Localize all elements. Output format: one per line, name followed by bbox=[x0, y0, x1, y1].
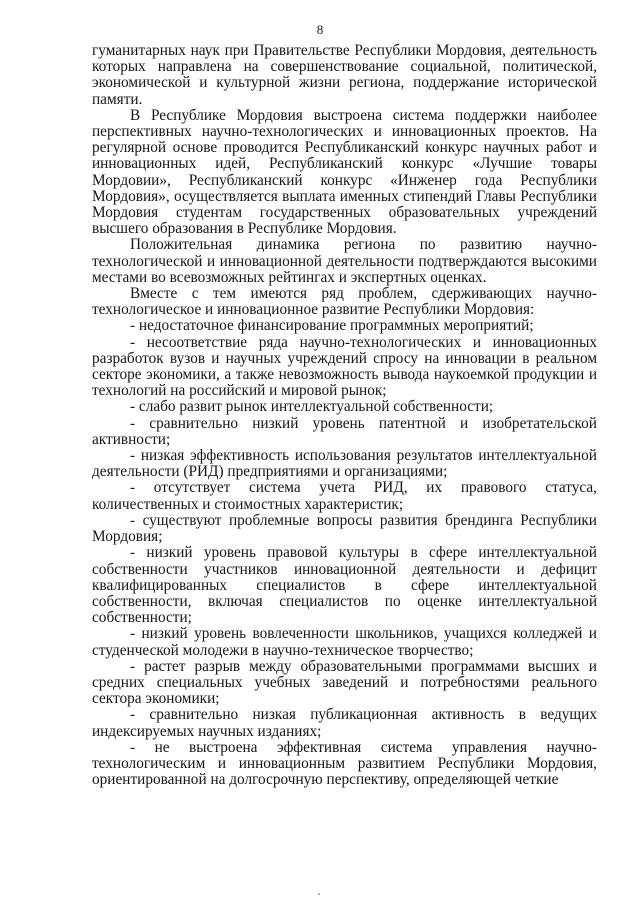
list-item: - низкий уровень вовлеченности школьников, учащихся колледжей и студенческой молодежи в научно-техническое творчество; bbox=[92, 625, 597, 659]
paragraph-problems-intro: Вместе с тем имеются ряд проблем, сдерживающих научно-технологическое и инновационное развитие Республики Мордовия: bbox=[92, 285, 597, 319]
paragraph-continuation: гуманитарных наук при Правительстве Республики Мордовия, деятельность которых направлена на совершенствование социальной, политической, экономической и культурной жизни региона, поддержание исторической памяти. bbox=[92, 42, 597, 108]
list-item: - низкий уровень правовой культуры в сфере интеллектуальной собственности участников инновационной деятельности и дефицит квалифицированных специалистов в сфере интеллектуальной собственности, включая специалистов по оценке интеллектуальной собственности; bbox=[92, 544, 597, 627]
problems-list bbox=[92, 318, 597, 788]
paragraph-positive-dynamics: Положительная динамика региона по развитию научно-технологической и инновационной деятельности подтверждаются высокими местами во всевозможных рейтингах и экспертных оценках. bbox=[92, 236, 597, 286]
list-item: - отсутствует система учета РИД, их правового статуса, количественных и стоимостных характеристик; bbox=[92, 479, 597, 513]
list-item: - не выстроена эффективная система управления научно-технологическим и инновационным развитием Республики Мордовия, ориентированной на долгосрочную перспективу, определяющей четкие bbox=[92, 738, 597, 789]
page-number: 8 bbox=[316, 22, 324, 37]
list-item: - несоответствие ряда научно-технологических и инновационных разработок вузов и научных учреждений спросу на инновации в реальном секторе экономики, а также невозможность вывода наукоемкой продукции и технологий на российский и мировой рынок; bbox=[92, 333, 597, 400]
list-item: - сравнительно низкая публикационная активность в ведущих индексируемых научных изданиях; bbox=[92, 706, 597, 740]
paragraph-support-system: В Республике Мордовия выстроена система поддержки наиболее перспективных научно-технологических и инновационных проектов. На регулярной основе проводится Республиканский конкурс научных работ и инновационных идей, Республиканский конкурс «Лучшие товары Мордовии», Республиканский конкурс «Инженер года Республики Мордовия», осуществляется выплата именных стипендий Главы Республики Мордовия студентам государственных образовательных учреждений высшего образования в Республике Мордовия. bbox=[92, 106, 597, 238]
list-item: - существуют проблемные вопросы развития брендинга Республики Мордовия; bbox=[92, 511, 597, 546]
list-item: - сравнительно низкий уровень патентной и изобретательской активности; bbox=[92, 414, 597, 448]
scan-speck bbox=[318, 893, 320, 895]
list-item: - растет разрыв между образовательными программами высших и средних специальных учебных заведений и потребностями реального сектора экономики; bbox=[92, 657, 597, 708]
list-item: - слабо развит рынок интеллектуальной собственности; bbox=[130, 398, 494, 416]
document-body bbox=[92, 43, 597, 788]
list-item: - низкая эффективность использования результатов интеллектуальной деятельности (РИД) предприятиями и организациями; bbox=[92, 447, 597, 481]
list-item: - недостаточное финансирование программных мероприятий; bbox=[130, 317, 534, 335]
